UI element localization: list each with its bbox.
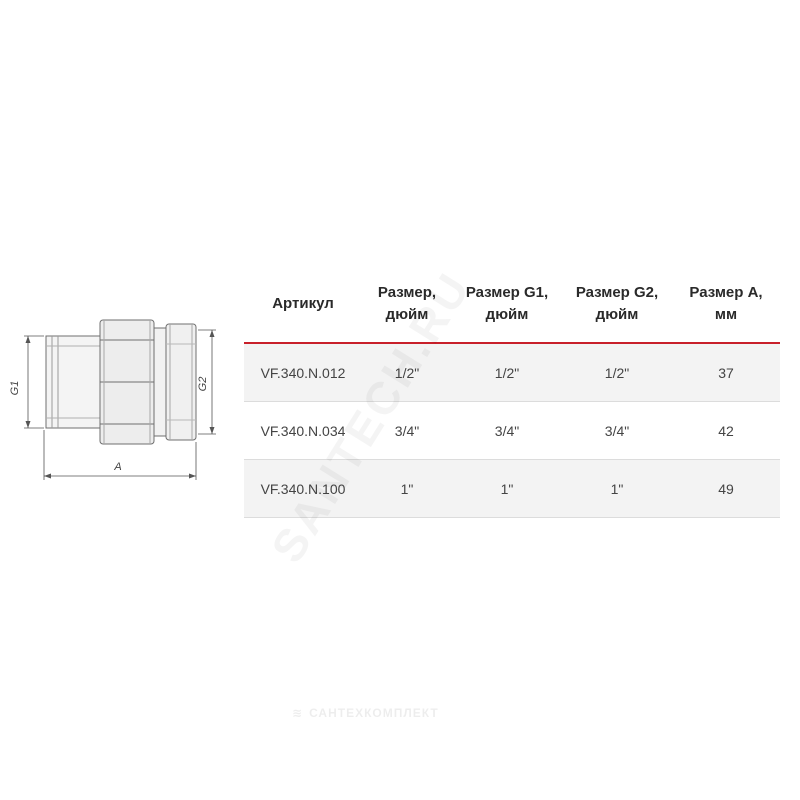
- cell-article: VF.340.N.034: [260, 422, 346, 439]
- cell-size-g1: 3/4": [494, 422, 520, 439]
- label-a: A: [114, 461, 122, 473]
- cell-article: VF.340.N.100: [260, 480, 346, 497]
- header-size-g1: Размер G1, дюйм: [465, 284, 549, 323]
- fitting-drawing: [0, 300, 240, 500]
- table-row: [244, 402, 780, 460]
- header-size-a: Размер А, мм: [689, 284, 763, 323]
- watermark-bottom: ≋ САНТЕХКОМПЛЕКТ: [292, 706, 439, 720]
- cell-size-a: 49: [718, 480, 734, 497]
- table-header-row: [244, 266, 780, 343]
- cell-size-g1: 1": [500, 480, 514, 497]
- table-row: [244, 460, 780, 518]
- logo-icon: ≋: [292, 706, 304, 720]
- cell-size-a: 42: [718, 422, 734, 439]
- spec-table: [244, 266, 780, 518]
- collar: [154, 328, 166, 436]
- cell-size: 1": [400, 480, 414, 497]
- label-g2: G2: [197, 376, 209, 392]
- header-size: Размер, дюйм: [377, 284, 437, 323]
- left-thread-section: [46, 336, 102, 428]
- cell-size: 3/4": [394, 422, 420, 439]
- cell-size-a: 37: [718, 364, 734, 381]
- cell-size: 1/2": [394, 364, 420, 381]
- header-article: Артикул: [272, 295, 334, 312]
- cell-article: VF.340.N.012: [260, 364, 346, 381]
- cell-size-g2: 3/4": [604, 422, 630, 439]
- cell-size-g2: 1/2": [604, 364, 630, 381]
- label-g1: G1: [9, 380, 21, 396]
- cell-size-g1: 1/2": [494, 364, 520, 381]
- cell-size-g2: 1": [610, 480, 624, 497]
- table-row: [244, 343, 780, 402]
- header-size-g2: Размер G2, дюйм: [575, 284, 659, 323]
